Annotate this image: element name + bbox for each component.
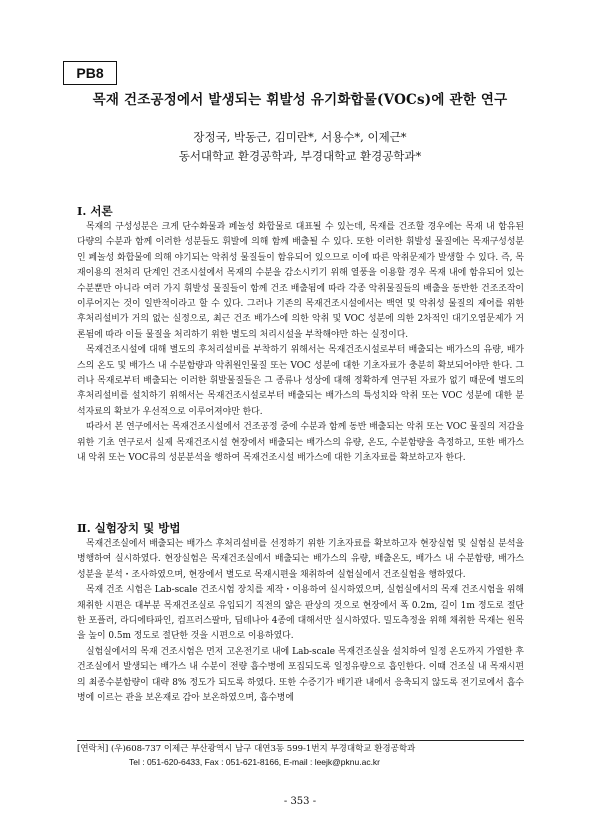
page-number: - 353 - bbox=[283, 796, 317, 807]
paragraph: 목재건조실에서 배출되는 배가스 후처리설비를 선정하기 위한 기초자료를 확보하고자 현장실험 및 실험실 분석을 병행하여 실시하였다. 현장실험은 목재건조실에서 배출되는 배가스의 유량, 배출온도, 배가스 내 수분함량, 배가스 성분을 분석・조사하였으며, 현장에서 별도로 목재시편을 채취하여 실험실에서 건조실험을 행하였다. bbox=[77, 539, 524, 580]
contact-address: 부산광역시 남구 대연3동 599-1번지 부경대학교 환경공학과 bbox=[191, 744, 416, 754]
affiliation-list: 동서대학교 환경공학과, 부경대학교 환경공학과* bbox=[178, 149, 422, 163]
footnote-divider bbox=[77, 740, 524, 741]
section-body-methods bbox=[77, 537, 524, 706]
paragraph: 따라서 본 연구에서는 목재건조시설에서 건조공정 중에 수분과 함께 동반 배출되는 악취 또는 VOC 물질의 저감을 위한 기초 연구로서 실제 목재건조시설 현장에서 배출되는 배가스의 유량, 온도, 수분함량을 측정하고, 또한 배가스 내 악취 또는 VOC류의 성분분석을 행하여 목재건조시설 배가스에 대한 기초자료를 확보하고자 한다. bbox=[77, 422, 524, 464]
paper-code-box: PB8 bbox=[63, 61, 117, 85]
author-list: 장정국, 박동근, 김미란*, 서용수*, 이제근* bbox=[193, 130, 407, 144]
paragraph: 목재건조시설에 대해 별도의 후처리설비를 부착하기 위해서는 목재건조시설로부터 배출되는 배가스의 유량, 배가스의 온도 및 배가스 내 수분함량과 악취원인물질 또는 VOC 성분에 대한 기초자료가 충분히 확보되어야만 한다. 그러나 목재로부터 배출되는 이러한 휘발물질들은 그 종류나 성상에 대해 정확하게 연구된 자료가 없기 때문에 별도의 후처리설비를 설치하기 위해서는 목재건조시설로부터 배출되는 배가스의 특성치와 악취 또는 VOC 성분에 대한 분석자료의 확보가 우선적으로 이루어져야만 한다. bbox=[77, 345, 524, 417]
paper-title: 목재 건조공정에서 발생되는 휘발성 유기화합물(VOCs)에 관한 연구 bbox=[92, 92, 508, 108]
section-heading-methods: Ⅱ. 실험장치 및 방법 bbox=[77, 521, 181, 535]
contact-info bbox=[77, 743, 537, 769]
section-heading-intro: Ⅰ. 서론 bbox=[77, 204, 113, 218]
section-body-intro bbox=[77, 220, 524, 467]
contact-label: [연락처] bbox=[77, 744, 109, 754]
author-block bbox=[60, 128, 540, 166]
contact-tel-fax-email: Tel : 051-620-6433, Fax : 051-621-8166, E-mail : leejk@pknu.ac.kr bbox=[129, 757, 381, 767]
paragraph: 실험실에서의 목재 건조시험은 먼저 고온전기로 내에 Lab-scale 목재건조실을 설치하여 일정 온도까지 가열한 후 건조실에서 발생되는 배가스 내 수분이 전량 흡수병에 포집되도록 일정유량으로 흡인한다. 이때 건조실 내 목재시편의 최종수분함량이 대략 8% 정도가 되도록 하였다. 또한 수증기가 배기관 내에서 응축되지 않도록 전기로에서 흡수병에 이르는 관을 보온재로 감아 보온하였으며, 흡수병에 bbox=[77, 646, 524, 704]
contact-name: 이제근 bbox=[163, 744, 189, 754]
paragraph: 목재 건조 시험은 Lab-scale 건조시험 장치를 제작・이용하여 실시하였으며, 실험실에서의 목재 건조시험을 위해 채취한 시편은 대부분 목재건조실로 유입되기 직전의 얇은 판상의 것으로 현장에서 폭 0.2m, 길이 1m 정도로 절단한 포플러, 라디에타파인, 컴프러스팔마, 딥테나아 4종에 대해서만 실시하였다. 밀도측정을 위해 채취한 목재는 원목을 높이 0.5m 정도로 절단한 것을 시편으로 이용하였다. bbox=[77, 585, 524, 642]
paragraph: 목재의 구성성분은 크게 단수화물과 페놀성 화합물로 대표될 수 있는데, 목재를 건조할 경우에는 목재 내 함유된 다량의 수분과 함께 이러한 성분들도 휘발에 의해 함께 배출될 수 있다. 또한 이러한 휘발성 물질에는 목재구성성분인 페놀성 화합물에 의해 야기되는 악취성 물질들이 함유되어 있으므로 이에 따른 악취문제가 발생할 수 있다. 즉, 목재이용의 전처리 단계인 건조시설에서 목재의 수분을 감소시키기 위해 열풍을 이용할 경우 목재 내에 함유되어 있는 수분뿐만 아니라 여러 가지 휘발성 물질들이 함께 건조 배출됨에 따라 각종 악취물질들의 배출을 동반한 건조조작이 이루어지는 것이 일반적이라고 할 수 있다. 그러나 기존의 목재건조시설에서는 백연 및 악취성 물질의 제어를 위한 후처리설비가 거의 없는 실정으로, 최근 건조 배가스에 의한 악취 및 VOC 성분에 의한 2차적인 대기오염문제가 거론됨에 따라 이들 물질을 처리하기 위한 별도의 처리시설을 부착해야만 하는 실정이다. bbox=[77, 222, 524, 340]
contact-postal: (우)608-737 bbox=[110, 744, 162, 754]
